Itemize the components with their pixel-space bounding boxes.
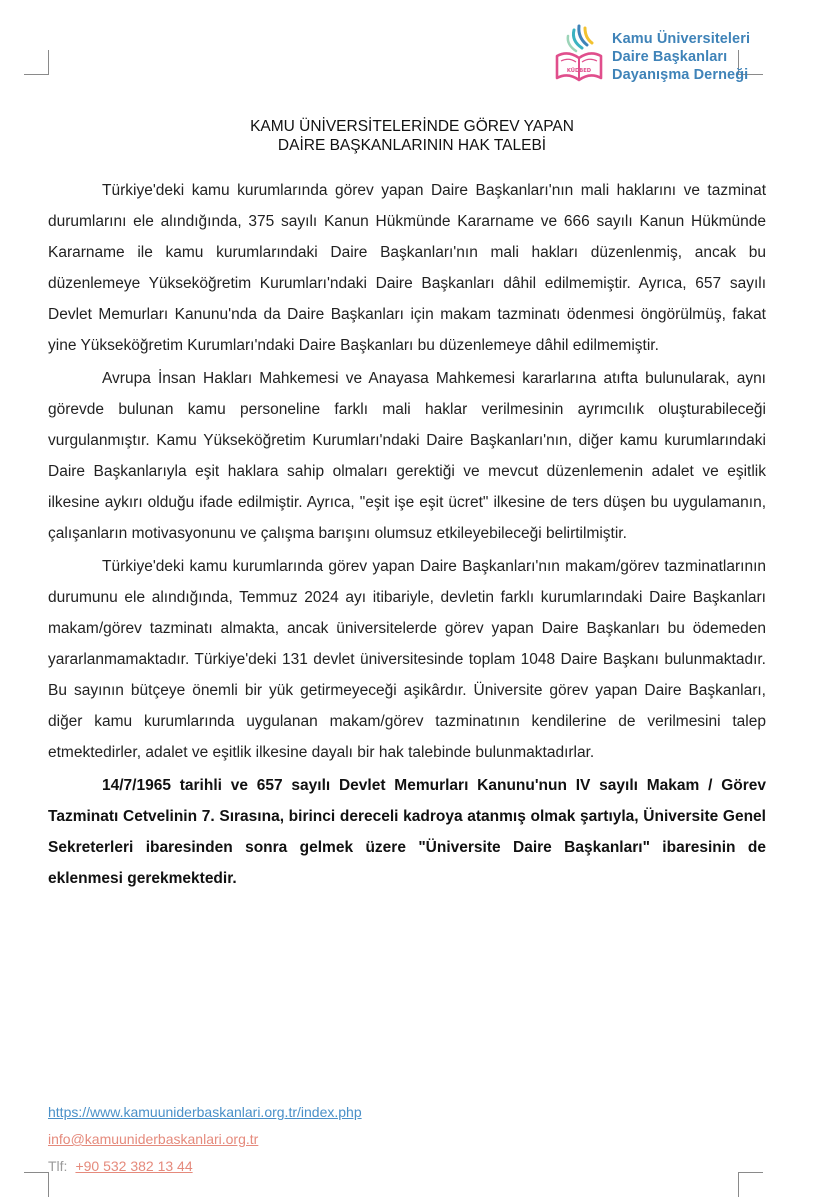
contact-footer	[48, 1102, 648, 1183]
title-line-2: DAİRE BAŞKANLARININ HAK TALEBİ	[277, 137, 547, 154]
website-link[interactable]: https://www.kamuuniderbaskanlari.org.tr/index.php	[48, 1104, 362, 1120]
title-line-1: KAMU ÜNİVERSİTELERİNDE GÖREV YAPAN	[250, 118, 574, 135]
crop-mark-bottom-left	[24, 1172, 49, 1197]
logo-line-1: Kamu Üniversiteleri	[612, 31, 751, 47]
logo-mark-text: KÜDBED	[566, 68, 592, 74]
paragraph-4-request: 14/7/1965 tarihli ve 657 sayılı Devlet Memurları Kanunu'nun IV sayılı Makam / Görev Tazminatı Cetvelinin 7. Sırasına, birinci dereceli kadroya atanmış olmak şartıyla, Üniversite Genel Sekreterleri ibaresinden sonra gelmek üzere "Üniversite Daire Başkanları" ibaresinin de eklenmesi gerekmektedir.	[48, 777, 766, 887]
document-title	[60, 117, 764, 155]
association-logo	[552, 22, 792, 94]
crop-mark-bottom-right	[738, 1172, 763, 1197]
phone-link[interactable]: +90 532 382 13 44	[75, 1158, 193, 1174]
paragraph-2: Avrupa İnsan Hakları Mahkemesi ve Anayasa Mahkemesi kararlarına atıfta bulunularak, aynı görevde bulunan kamu personeline farklı mali haklar verilmesinin ayrımcılık oluşturabileceği vurgulanmıştır. Kamu Yükseköğretim Kurumları'ndaki Daire Başkanları'nın, diğer kamu kurumlarındaki Daire Başkanlarıyla eşit haklara sahip olmaları gerektiği ve mevcut düzenlemenin adalet ve eşitlik ilkesine aykırı olduğu ifade edilmiştir. Ayrıca, "eşit işe eşit ücret" ilkesine de ters düşen bu uygulamanın, çalışanların motivasyonunu ve çalışma barışını olumsuz etkileyebileceği belirtilmiştir.	[48, 370, 766, 542]
crop-mark-top-left	[24, 50, 49, 75]
logo-text	[612, 30, 792, 84]
document-body	[48, 175, 766, 896]
logo-line-3: Dayanışma Derneği	[612, 67, 749, 83]
phone-label: Tlf:	[48, 1158, 68, 1174]
book-logo-icon	[552, 22, 606, 88]
paragraph-1: Türkiye'deki kamu kurumlarında görev yapan Daire Başkanları'nın mali haklarını ve tazminat durumlarını ele alındığında, 375 sayılı Kanun Hükmünde Kararname ve 666 sayılı Kanun Hükmünde Kararname ile kamu kurumlarındaki Daire Başkanları'nın mali hakları düzenlenmiş, ancak bu düzenlemeye Yükseköğretim Kurumları'ndaki Daire Başkanları dâhil edilmemiştir. Ayrıca, 657 sayılı Devlet Memurları Kanunu'nda da Daire Başkanları için makam tazminatı ödenmesi öngörülmüş, fakat yine Yükseköğretim Kurumları'ndaki Daire Başkanları bu düzenlemeye dâhil edilmemiştir.	[48, 182, 766, 354]
logo-line-2: Daire Başkanları	[612, 49, 728, 65]
email-link[interactable]: info@kamuuniderbaskanlari.org.tr	[48, 1131, 259, 1147]
paragraph-3: Türkiye'deki kamu kurumlarında görev yapan Daire Başkanları'nın makam/görev tazminatlarının durumunu ele alındığında, Temmuz 2024 ayı itibariyle, devletin farklı kurumlarındaki Daire Başkanları makam/görev tazminatı almakta, ancak üniversitelerde görev yapan Daire Başkanları bu ödemeden yararlanmamaktadır. Türkiye'deki 131 devlet üniversitesinde toplam 1048 Daire Başkanı bulunmaktadır. Bu sayının bütçeye önemli bir yük getirmeyeceği aşikârdır. Üniversite görev yapan Daire Başkanları, diğer kamu kurumlarında uygulanan makam/görev tazminatının kendilerine de verilmesini talep etmektedirler, adalet ve eşitlik ilkesine dayalı bir hak talebinde bulunmaktadırlar.	[48, 558, 766, 761]
